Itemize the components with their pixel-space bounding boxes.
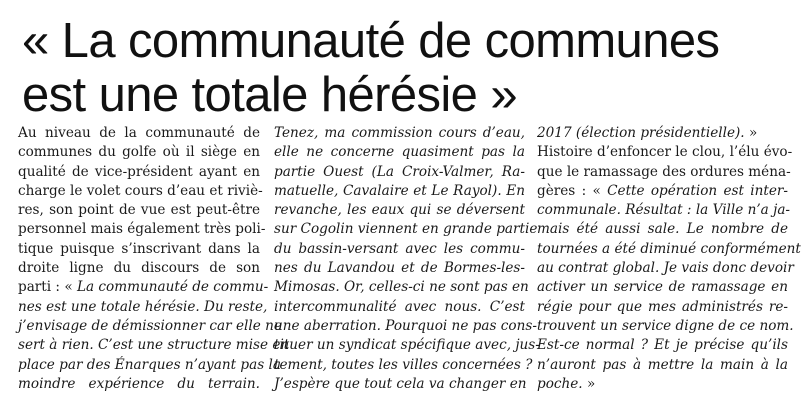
text-line [537,124,788,143]
text-fragment: gères : « [537,182,608,199]
text-line: activer un service de ramassage en [537,279,788,296]
text-line: tique puisque s’inscrivant dans la [18,240,260,257]
text-column-2 [274,124,540,409]
text-line: communale. Résultat : la Ville n’a ja- [537,202,791,219]
text-line: régie pour que mes administrés re- [537,298,788,315]
text-line: qualité de vice-président ayant en [18,163,260,180]
text-line: mais été aussi sale. Le nombre de [537,221,788,238]
text-line: n’auront pas à mettre la main à la [537,356,788,373]
text-line: nes est une totale hérésie. Du reste, [18,298,268,315]
headline-line-2: est une totale hérésie » [22,68,518,122]
text-line: elle ne concerne quasiment pas la [274,144,525,161]
text-line: j’envisage de démissionner car elle ne [18,317,282,334]
text-line: Au niveau de la communauté de [18,125,260,141]
text-fragment: La communauté de commu- [76,279,269,296]
headline-line-1: « La communauté de communes [22,14,720,68]
text-line: nes du Lavandou et de Bormes-les- [274,260,525,277]
text-line [537,375,788,394]
text-line: place par des Énarques n’ayant pas la [18,356,281,373]
text-line: du bassin-versant avec les commu- [274,240,525,257]
text-line: Est-ce normal ? Et je précise qu’ils [537,337,788,354]
text-line: droite ligne du discours de son [18,260,260,277]
text-line: revanche, les eaux qui se déversent [274,202,525,219]
text-fragment: 2017 (élection présidentielle). [537,125,745,141]
text-line: tournées a été diminué conformément [537,240,801,257]
text-line: tement, toutes les villes concernées ? [274,356,533,373]
text-line: res, son point de vue est peut-être [18,202,260,219]
text-line: que le ramassage des ordures ména- [537,163,791,180]
text-line: matuelle, Cavalaire et Le Rayol). En [274,182,525,199]
text-fragment: Cette opération est inter- [607,182,788,199]
text-line: Mimosas. Or, celles-ci ne sont pas en [274,279,529,296]
text-line [18,278,269,297]
text-line: sert à rien. C’est une structure mise en [18,337,290,354]
text-line: charge le volet cours d’eau et riviè- [18,182,263,199]
text-column-3 [537,124,801,409]
text-line: personnel mais également très poli- [18,221,266,238]
text-line: sur Cogolin viennent en grande partie [274,221,538,238]
text-line: Histoire d’enfoncer le clou, l’élu évo- [537,144,793,161]
text-line: Tenez, ma commission cours d’eau, [274,125,525,141]
text-fragment: parti : « [18,279,77,296]
text-fragment: » [582,375,596,392]
text-line: intercommunalité avec nous. C’est [274,298,525,315]
text-line: J’espère que tout cela va changer en [274,375,527,392]
text-line: tituer un syndicat spécifique avec, jus- [274,337,540,354]
text-column-1 [18,124,290,409]
text-line: trouvent un service digne de ce nom. [537,317,794,334]
text-line: au contrat global. Je vais donc devoir [537,260,794,277]
text-line: communes du golfe où il siège en [18,144,260,161]
text-line [537,182,788,201]
text-line: moindre expérience du terrain. [18,375,260,392]
text-fragment: poche. [537,375,583,392]
headline [22,14,792,122]
text-line: une aberration. Pourquoi ne pas cons- [274,317,537,334]
text-line: partie Ouest (La Croix-Valmer, Ra- [274,163,525,180]
text-fragment: » [744,125,758,141]
